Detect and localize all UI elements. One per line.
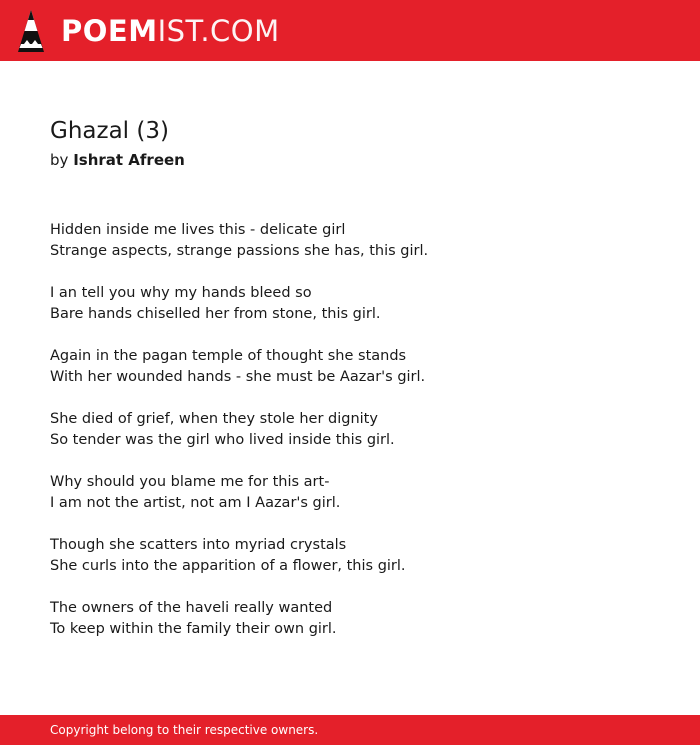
byline [50, 149, 670, 171]
copyright-text: Copyright belong to their respective owners. [50, 723, 319, 737]
author-name: Ishrat Afreen [73, 151, 185, 169]
poem-line: With her wounded hands - she must be Aazar's girl. [50, 369, 426, 385]
stanza [50, 409, 670, 451]
poem-line: I am not the artist, not am I Aazar's girl. [50, 495, 341, 511]
poem-line: To keep within the family their own girl. [50, 621, 337, 637]
stanza [50, 346, 670, 388]
poem-line: The owners of the haveli really wanted [50, 600, 333, 616]
site-logo[interactable] [18, 10, 280, 52]
poem-line: Why should you blame me for this art- [50, 474, 330, 490]
poem-line: She died of grief, when they stole her dignity [50, 411, 378, 427]
logo-wordmark-bold: POEM [61, 14, 158, 48]
logo-wordmark-light: IST.COM [157, 14, 280, 48]
stanza [50, 220, 670, 262]
poem-line: Bare hands chiselled her from stone, this girl. [50, 306, 381, 322]
stanza [50, 283, 670, 325]
poem-line: So tender was the girl who lived inside this girl. [50, 432, 395, 448]
poem-line: Strange aspects, strange passions she has, this girl. [50, 243, 429, 259]
poem-title: Ghazal (3) [50, 118, 169, 144]
stanza [50, 535, 670, 577]
by-label: by [50, 151, 69, 169]
poem-line: Though she scatters into myriad crystals [50, 537, 347, 553]
logo-wordmark [61, 10, 280, 52]
poem-line: Hidden inside me lives this - delicate girl [50, 222, 346, 238]
pencil-icon [18, 10, 44, 52]
stanza [50, 598, 670, 640]
poem-content [50, 114, 670, 661]
footer-bar [0, 715, 700, 745]
top-bar [0, 0, 700, 61]
poem-line: Again in the pagan temple of thought she stands [50, 348, 407, 364]
poem-line: She curls into the apparition of a flower, this girl. [50, 558, 406, 574]
stanza [50, 472, 670, 514]
poem-body [50, 220, 670, 640]
poem-line: I an tell you why my hands bleed so [50, 285, 312, 301]
